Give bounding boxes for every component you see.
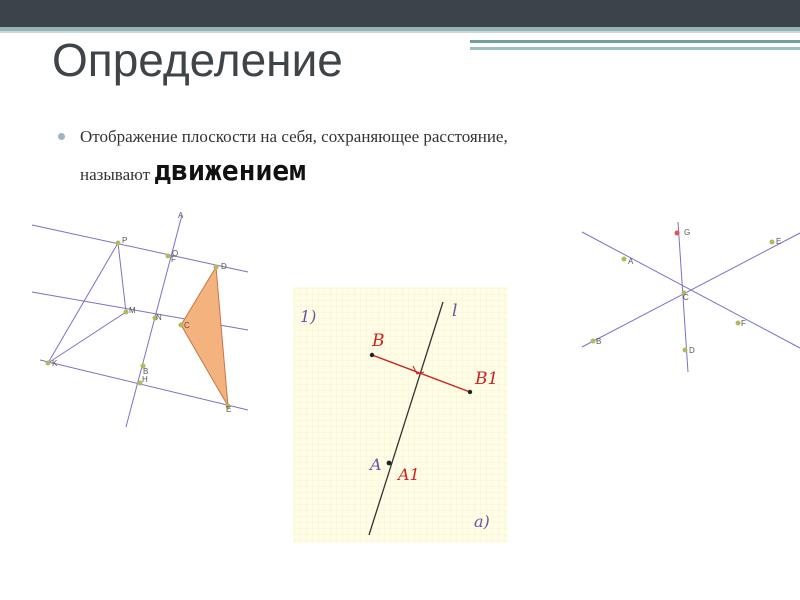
point-b — [591, 339, 596, 344]
label-center-a: A — [370, 455, 382, 474]
point-g — [675, 231, 680, 236]
point-e — [770, 240, 775, 245]
label-left-f: F — [171, 255, 176, 264]
label-right-f: F — [741, 319, 746, 328]
point-f — [736, 321, 741, 326]
label-center-a-caption: a) — [474, 512, 490, 531]
triangle-pkm — [48, 243, 126, 363]
point-d — [683, 348, 688, 353]
point-b1 — [468, 390, 472, 394]
label-left-n: N — [156, 313, 162, 322]
line-bc-e — [582, 233, 800, 347]
point-a — [387, 461, 392, 466]
label-left-b: B — [143, 367, 149, 376]
label-center-b1: B1 — [475, 369, 499, 389]
label-center-1: 1) — [300, 307, 317, 326]
label-left-h: H — [142, 375, 148, 384]
label-right-b: B — [596, 337, 602, 346]
bullet-emphasis: движением — [154, 154, 307, 187]
slide-title: Определение — [52, 34, 343, 86]
bullet-line-2-start: называют — [80, 165, 151, 184]
label-center-l: l — [452, 301, 458, 321]
point-a — [622, 257, 627, 262]
label-right-d: D — [689, 346, 695, 355]
label-left-e: E — [226, 405, 232, 414]
figure-center — [293, 287, 508, 543]
figure-right-points — [591, 231, 775, 353]
label-right-a: A — [628, 257, 634, 266]
triangle-dce — [181, 267, 228, 406]
label-left-c: C — [184, 321, 190, 330]
label-center-a1: A1 — [398, 465, 420, 484]
label-right-e: E — [776, 237, 782, 246]
label-left-o: O — [172, 249, 179, 258]
label-left-p: P — [122, 236, 128, 245]
label-left-k: K — [52, 359, 58, 368]
figure-left — [32, 215, 248, 427]
label-left-a: A — [178, 211, 184, 220]
label-left-d: D — [221, 262, 227, 271]
bullet-line-1: Отображение плоскости на себя, сохраняющее расстояние, — [80, 127, 508, 146]
label-right-c: C — [683, 293, 689, 302]
point-b — [370, 353, 374, 357]
label-center-b: B — [372, 331, 385, 351]
label-right-g: G — [684, 228, 691, 237]
label-left-m: M — [129, 306, 136, 315]
